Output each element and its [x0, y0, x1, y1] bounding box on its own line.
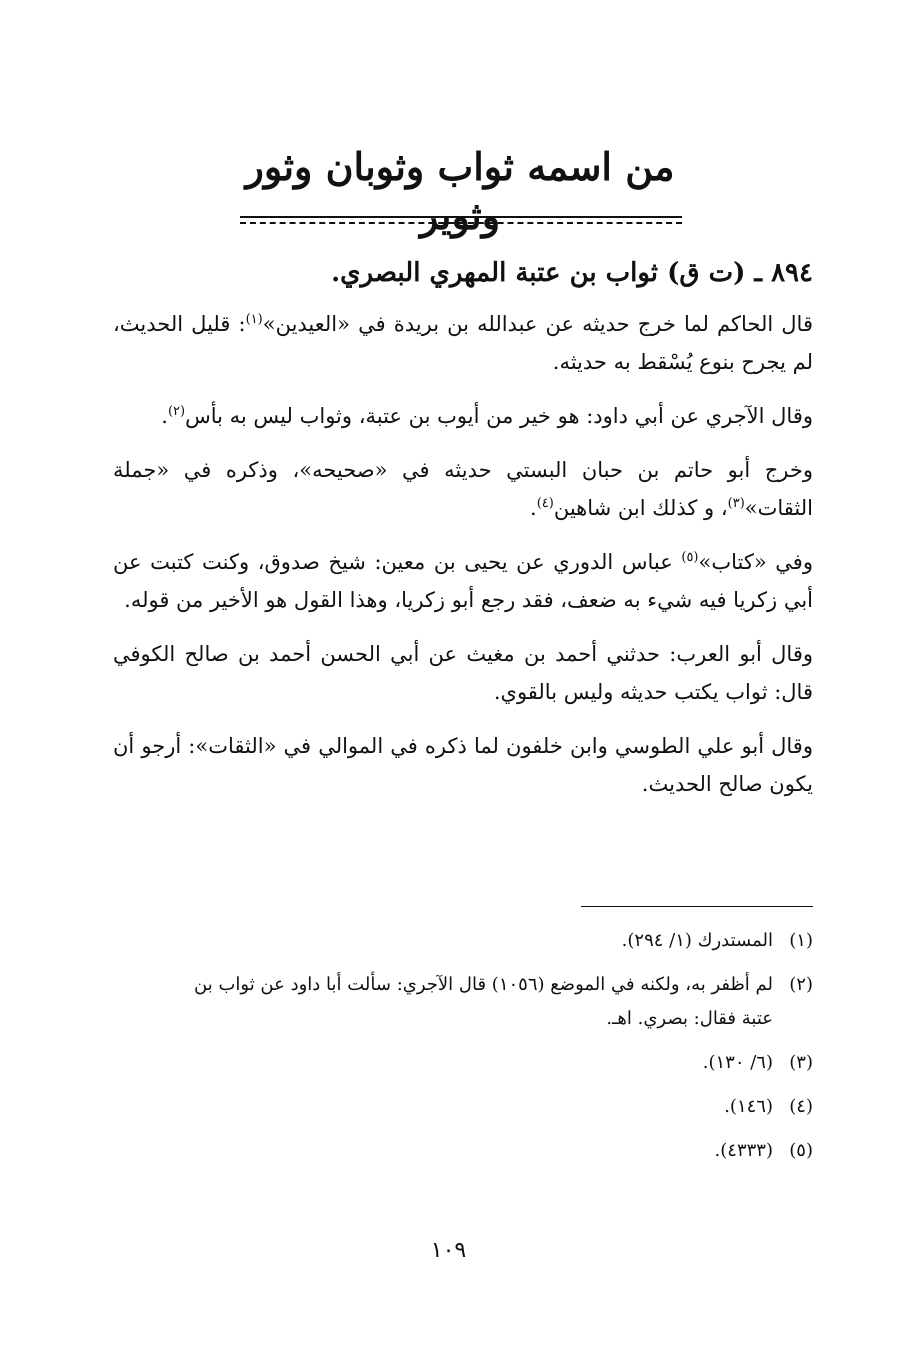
paragraph-text: قال الحاكم لما خرج حديثه عن عبدالله بن بريدة في «العيدين» — [262, 312, 813, 336]
footnote-text: (٤٣٣٣). — [714, 1140, 773, 1161]
footnote-number: (٣) — [789, 1052, 813, 1073]
footnote-ref-3[interactable]: (٣) — [727, 496, 745, 511]
footnote-ref-5[interactable]: (٥) — [681, 550, 699, 565]
paragraph-text: . — [161, 404, 168, 428]
paragraph-text: . — [530, 496, 537, 520]
entry-heading: ٨٩٤ ـ (ت ق) ثواب بن عتبة المهري البصري. — [331, 258, 813, 288]
footnote-continuation: عتبة فقال: بصري. اهـ. — [606, 1008, 773, 1029]
page-number: ١٠٩ — [430, 1238, 467, 1263]
footnote-number: (٤) — [789, 1096, 813, 1117]
paragraph-4 — [113, 543, 813, 619]
footnote-5 — [113, 1134, 813, 1168]
paragraph-text: وقال الآجري عن أبي داود: هو خير من أيوب بن عتبة، وثواب ليس به بأس — [185, 404, 813, 428]
main-text — [113, 240, 813, 819]
footnote-2 — [113, 968, 813, 1036]
paragraph-text: وقال أبو العرب: حدثني أحمد بن مغيث عن أبي الحسن أحمد بن صالح الكوفي قال: ثواب يكتب حديثه وليس بالقوي. — [113, 642, 813, 704]
footnote-ref-4[interactable]: (٤) — [536, 496, 554, 511]
footnote-separator — [581, 906, 813, 907]
title-underline — [240, 216, 682, 218]
paragraph-2 — [113, 397, 813, 435]
footnote-ref-1[interactable]: (١) — [245, 312, 263, 327]
paragraph-6 — [113, 727, 813, 803]
paragraph-5 — [113, 635, 813, 711]
footnote-text: (١٤٦). — [724, 1096, 773, 1117]
footnote-text: (٦/ ١٣٠). — [702, 1052, 773, 1073]
footnote-text: لم أظفر به، ولكنه في الموضع (١٠٥٦) قال الآجري: سألت أبا داود عن ثواب بن — [194, 974, 773, 995]
paragraph-text: وفي «كتاب» — [698, 550, 813, 574]
footnote-text: المستدرك (١/ ٢٩٤). — [621, 930, 773, 951]
footnotes — [113, 924, 813, 1178]
paragraph-text: : قليل الحديث، لم يجرح بنوع يُسْقط به حديثه. — [113, 312, 813, 374]
footnote-4 — [113, 1090, 813, 1124]
paragraph-text: ، و كذلك ابن شاهين — [553, 496, 728, 520]
paragraph-1 — [113, 305, 813, 381]
paragraph-3 — [113, 451, 813, 527]
title-underline-dashed — [240, 222, 682, 224]
footnote-1 — [113, 924, 813, 958]
paragraph-text: عباس الدوري عن يحيى بن معين: شيخ صدوق، وكنت كتبت عن أبي زكريا فيه شيء به ضعف، فقد رجع أبو زكريا، وهذا القول هو الأخير من قوله. — [113, 550, 813, 612]
footnote-number: (٥) — [789, 1140, 813, 1161]
footnote-3 — [113, 1046, 813, 1080]
paragraph-text: وخرج أبو حاتم بن حبان البستي حديثه في «صحيحه»، وذكره في «جملة الثقات» — [113, 458, 813, 520]
chapter-title: من اسمه ثواب وثوبان وثور وثوير — [245, 144, 675, 239]
footnote-number: (٢) — [789, 974, 813, 995]
footnote-number: (١) — [789, 930, 813, 951]
paragraph-text: وقال أبو علي الطوسي وابن خلفون لما ذكره في الموالي في «الثقات»: أرجو أن يكون صالح الحديث. — [113, 734, 813, 796]
footnote-ref-2[interactable]: (٢) — [167, 404, 186, 419]
